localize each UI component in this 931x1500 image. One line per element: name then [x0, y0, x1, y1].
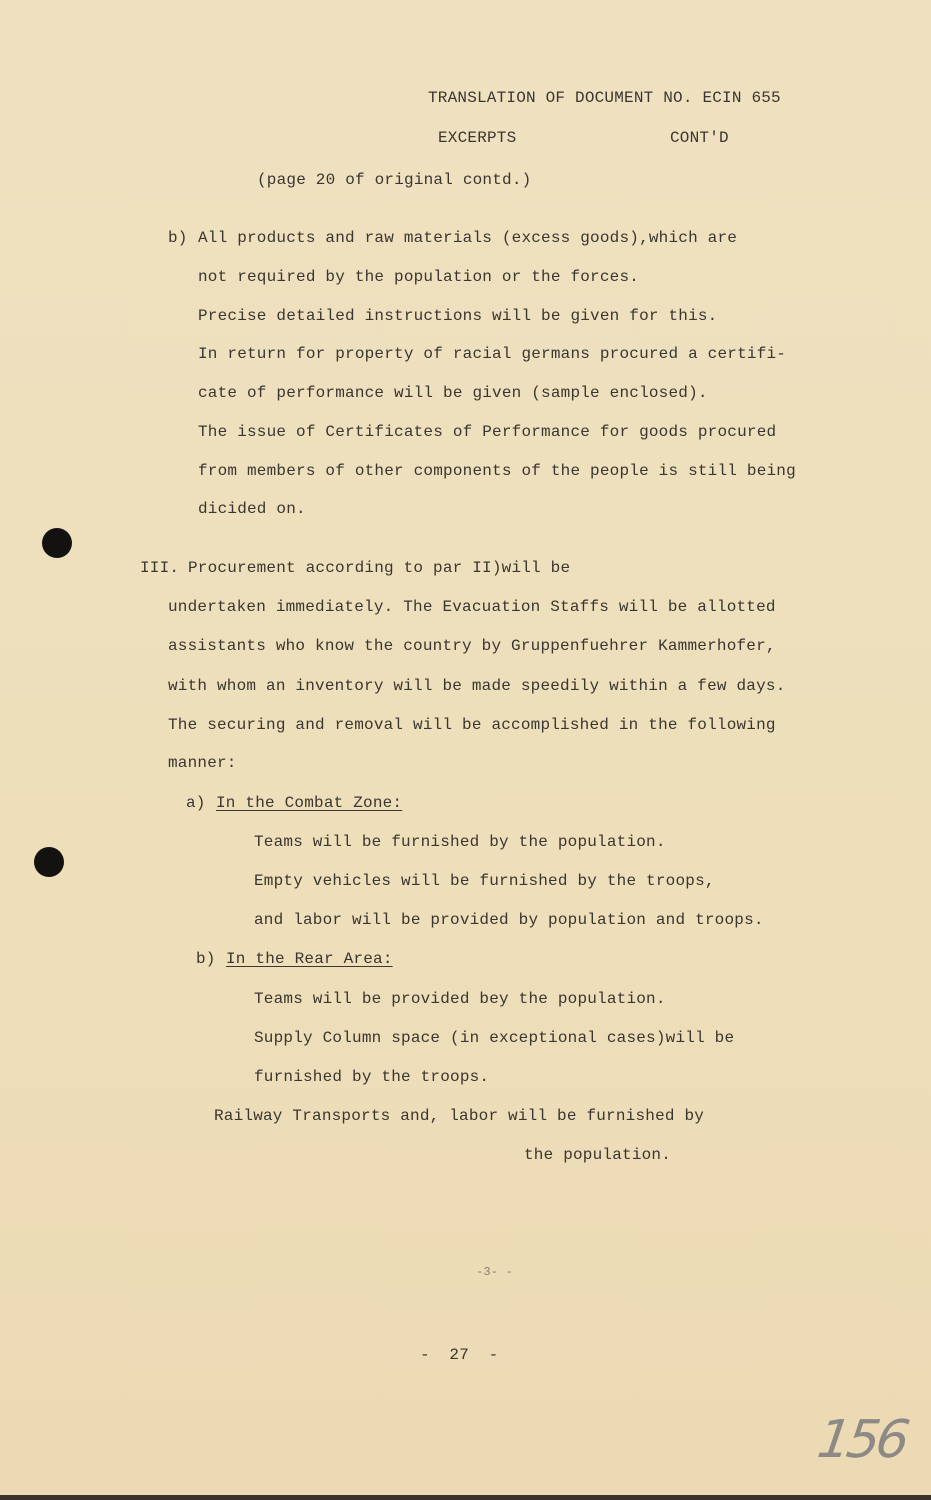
page-edge — [0, 1495, 931, 1500]
text-line: In return for property of racial germans procured a certifi- — [198, 345, 787, 363]
section-iii-marker: III. — [140, 559, 180, 577]
text-line: All products and raw materials (excess goods),which are — [198, 229, 738, 247]
rear-area-heading: In the Rear Area: — [226, 950, 393, 968]
excerpts-label: EXCERPTS — [438, 129, 517, 147]
text-line: cate of performance will be given (sample enclosed). — [198, 384, 708, 402]
text-line: with whom an inventory will be made speedily within a few days. — [168, 677, 786, 695]
combat-zone-heading: In the Combat Zone: — [216, 794, 403, 812]
text-line: Precise detailed instructions will be given for this. — [198, 307, 718, 325]
text-line: the population. — [524, 1146, 672, 1164]
text-line: Railway Transports and, labor will be furnished by — [214, 1107, 705, 1125]
text-line: from members of other components of the people is still being — [198, 462, 796, 480]
handwritten-folio-number: 156 — [813, 1410, 910, 1470]
text-line: dicided on. — [198, 500, 306, 518]
page-note: (page 20 of original contd.) — [257, 171, 532, 189]
section-b-marker: b) — [168, 229, 188, 247]
contd-label: CONT'D — [670, 129, 729, 147]
faint-mark: -3- - — [476, 1265, 514, 1279]
punch-hole — [34, 847, 64, 877]
text-line: Teams will be furnished by the population. — [254, 833, 666, 851]
text-line: assistants who know the country by Gruppenfuehrer Kammerhofer, — [168, 637, 776, 655]
text-line: Teams will be provided bey the population. — [254, 990, 666, 1008]
punch-hole — [42, 528, 72, 558]
rear-area-marker: b) — [196, 950, 216, 968]
text-line: undertaken immediately. The Evacuation Staffs will be allotted — [168, 598, 776, 616]
text-line: Supply Column space (in exceptional cases)will be — [254, 1029, 735, 1047]
text-line: Procurement according to par II)will be — [188, 559, 571, 577]
page-number: - 27 - — [420, 1346, 499, 1364]
text-line: furnished by the troops. — [254, 1068, 490, 1086]
combat-zone-marker: a) — [186, 794, 206, 812]
text-line: manner: — [168, 754, 237, 772]
text-line: and labor will be provided by population and troops. — [254, 911, 764, 929]
text-line: Empty vehicles will be furnished by the troops, — [254, 872, 715, 890]
text-line: not required by the population or the forces. — [198, 268, 640, 286]
text-line: The issue of Certificates of Performance for goods procured — [198, 423, 777, 441]
document-title: TRANSLATION OF DOCUMENT NO. ECIN 655 — [428, 89, 781, 107]
text-line: The securing and removal will be accomplished in the following — [168, 716, 776, 734]
